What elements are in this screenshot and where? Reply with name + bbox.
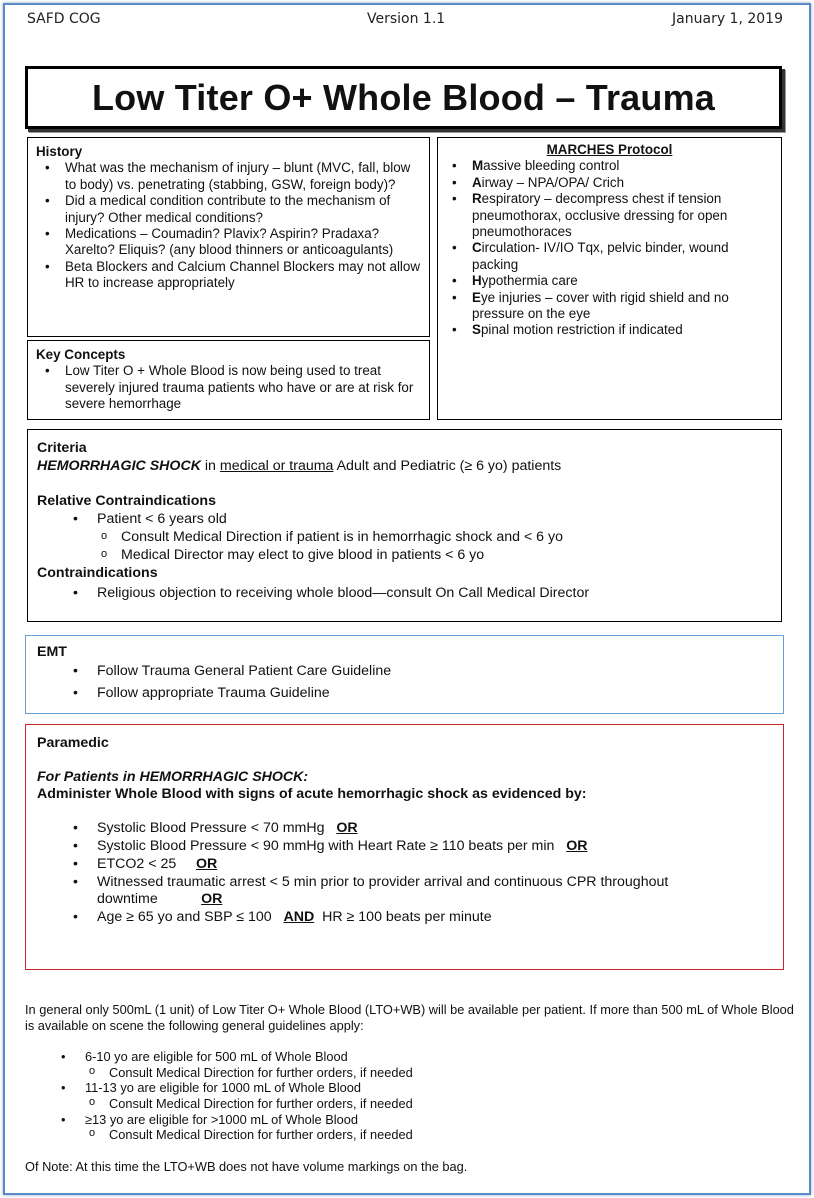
paramedic-subheading: For Patients in HEMORRHAGIC SHOCK: [37, 769, 309, 785]
criterion-text: Witnessed traumatic arrest < 5 min prior to provider arrival and continuous CPR throughout downtime [97, 874, 669, 907]
list-item: • Beta Blockers and Calcium Channel Blockers may not allow HR to increase appropriately [36, 259, 421, 292]
marches-text: irway – NPA/OPA/ Crich [481, 174, 625, 190]
criteria-heading: Criteria [37, 440, 87, 456]
list-item: • Follow Trauma General Patient Care Guideline [37, 660, 772, 682]
list-item [446, 191, 773, 240]
criterion-text: Systolic Blood Pressure < 70 mmHg [97, 820, 325, 836]
sub-list-item: o Consult Medical Direction for further orders, if needed [85, 1127, 795, 1143]
list-item: • Medications – Coumadin? Plavix? Aspirin? Pradaxa? Xarelto? Eliquis? (any blood thinners or anticoagulants) [36, 226, 421, 259]
header-version: Version 1.1 [367, 11, 446, 27]
paramedic-section [25, 724, 784, 970]
criteria-statement [37, 457, 772, 475]
emt-section [25, 635, 784, 714]
criteria-shock: HEMORRHAGIC SHOCK [37, 458, 201, 474]
key-concepts-heading: Key Concepts [36, 347, 126, 362]
list-item [446, 175, 773, 191]
marches-text: assive bleeding control [483, 158, 620, 174]
list-item: • Patient < 6 years old [37, 510, 772, 528]
marches-initial: H [472, 273, 482, 289]
marches-text: ypothermia care [481, 273, 578, 289]
marches-text: pinal motion restriction if indicated [480, 322, 683, 338]
list-item: • ≥13 yo are eligible for >1000 mL of Whole Blood [25, 1112, 795, 1128]
marches-heading: MARCHES Protocol [546, 142, 673, 157]
list-item: • Did a medical condition contribute to the mechanism of injury? Other medical conditions? [36, 193, 421, 226]
contraindications-heading: Contraindications [37, 565, 158, 581]
list-item [446, 158, 773, 174]
paramedic-heading: Paramedic [37, 735, 109, 751]
list-item [37, 820, 772, 837]
marches-initial: R [472, 191, 482, 207]
paramedic-administer: Administer Whole Blood with signs of acute hemorrhagic shock as evidenced by: [37, 786, 587, 802]
general-paragraph: In general only 500mL (1 unit) of Low Titer O+ Whole Blood (LTO+WB) will be available per patient. If more than 500 mL of Whole Blood is available on scene the following general guidelines apply: [25, 1002, 794, 1033]
title-box [25, 66, 782, 129]
list-item [446, 240, 773, 273]
or-label: OR [336, 820, 358, 836]
criteria-in: in [200, 458, 220, 474]
list-item [446, 322, 773, 338]
marches-initial: M [472, 158, 484, 174]
emt-heading: EMT [37, 644, 67, 660]
criterion-text: HR ≥ 100 beats per minute [322, 909, 492, 925]
criterion-text: Systolic Blood Pressure < 90 mmHg with Heart Rate ≥ 110 beats per min [97, 838, 555, 854]
list-item: • 6-10 yo are eligible for 500 mL of Whole Blood [25, 1049, 795, 1065]
list-item [446, 290, 773, 323]
list-item: • Low Titer O + Whole Blood is now being used to treat severely injured trauma patients who have or are at risk for severe hemorrhage [36, 363, 421, 412]
list-item: • Religious objection to receiving whole blood—consult On Call Medical Director [37, 584, 772, 602]
list-item [37, 909, 772, 926]
marches-initial: S [472, 322, 481, 338]
or-label: OR [566, 838, 588, 854]
sub-list-item: o Consult Medical Direction for further orders, if needed [85, 1065, 795, 1081]
history-heading: History [36, 144, 83, 159]
marches-text: irculation- IV/IO Tqx, pelvic binder, wound packing [472, 240, 729, 272]
marches-text: espiratory – decompress chest if tension pneumothorax, occlusive dressing for open pneumothoraces [472, 191, 728, 240]
list-item: • What was the mechanism of injury – blunt (MVC, fall, blow to body) vs. penetrating (stabbing, GSW, foreign body)? [36, 160, 421, 193]
relative-contraindications-heading: Relative Contraindications [37, 493, 216, 509]
criteria-section [27, 429, 782, 622]
criterion-text: Age ≥ 65 yo and SBP ≤ 100 [97, 909, 272, 925]
list-item [37, 874, 772, 908]
or-label: OR [201, 891, 223, 907]
note-text: Of Note: At this time the LTO+WB does not have volume markings on the bag. [25, 1158, 468, 1174]
marches-section [437, 137, 782, 420]
marches-initial: E [472, 289, 481, 305]
criteria-underlined: medical or trauma [219, 458, 334, 474]
sub-list-item: o Consult Medical Direction if patient is in hemorrhagic shock and < 6 yo [97, 528, 772, 546]
marches-initial: A [472, 174, 482, 190]
list-item: • 11-13 yo are eligible for 1000 mL of Whole Blood [25, 1080, 795, 1096]
criteria-rest: Adult and Pediatric (≥ 6 yo) patients [333, 458, 562, 474]
key-concepts-section [27, 340, 430, 420]
or-label: OR [195, 856, 218, 872]
marches-text: ye injuries – cover with rigid shield and no pressure on the eye [472, 289, 729, 322]
history-section [27, 137, 430, 337]
sub-list-item: o Medical Director may elect to give blood in patients < 6 yo [97, 546, 772, 564]
header-org: SAFD COG [27, 11, 101, 27]
and-label: AND [283, 909, 315, 925]
marches-initial: C [472, 240, 482, 256]
list-item [37, 856, 772, 873]
criterion-text: ETCO2 < 25 [97, 856, 177, 872]
header-date: January 1, 2019 [672, 11, 783, 27]
list-item [37, 838, 772, 855]
page-title: Low Titer O+ Whole Blood – Trauma [91, 76, 715, 118]
list-item [446, 273, 773, 289]
sub-list-item: o Consult Medical Direction for further orders, if needed [85, 1096, 795, 1112]
general-guidelines [25, 1002, 795, 1174]
list-item: • Follow appropriate Trauma Guideline [37, 682, 772, 704]
